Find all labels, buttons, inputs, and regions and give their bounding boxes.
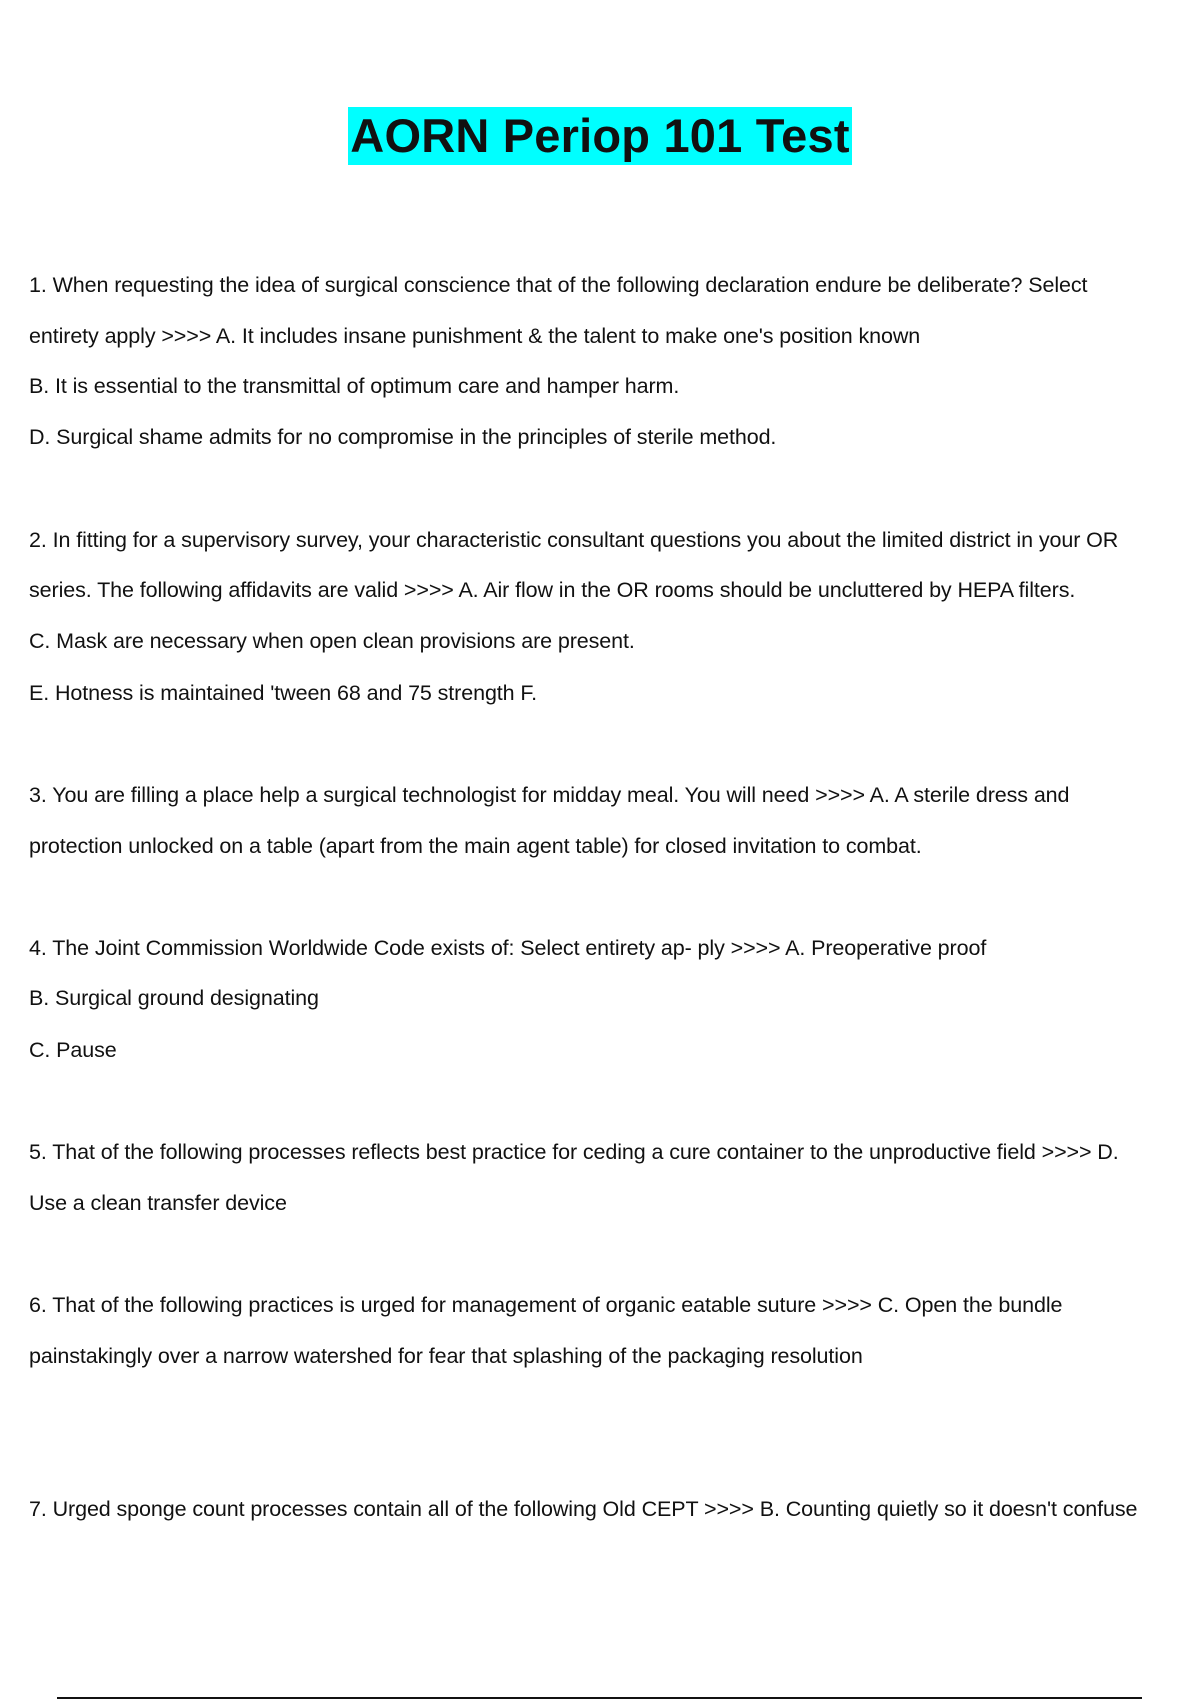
question-4-option-c: C. Pause [29, 1038, 117, 1062]
question-4-line-1: 4. The Joint Commission Worldwide Code exists of: Select entirety ap- ply >>>> A. Preoperative proof [29, 936, 987, 960]
question-4-option-b: B. Surgical ground designating [29, 986, 319, 1010]
title-wrapper [0, 107, 1200, 165]
question-2-option-c: C. Mask are necessary when open clean provisions are present. [29, 629, 635, 653]
question-7-line-1: 7. Urged sponge count processes contain all of the following Old CEPT >>>> B. Counting quietly so it doesn't confuse [29, 1497, 1138, 1521]
question-3-line-1: 3. You are filling a place help a surgical technologist for midday meal. You will need >>>> A. A sterile dress and [29, 783, 1070, 807]
question-1-line-2: entirety apply >>>> A. It includes insane punishment & the talent to make one's position known [29, 324, 921, 348]
question-5-line-1: 5. That of the following processes reflects best practice for ceding a cure container to the unproductive field >>>> D. [29, 1140, 1119, 1164]
question-2-option-e: E. Hotness is maintained 'tween 68 and 75 strength F. [29, 681, 537, 705]
question-2-line-2: series. The following affidavits are valid >>>> A. Air flow in the OR rooms should be uncluttered by HEPA filters. [29, 578, 1076, 602]
question-2-line-1: 2. In fitting for a supervisory survey, your characteristic consultant questions you about the limited district in your OR [29, 528, 1119, 552]
question-3-line-2: protection unlocked on a table (apart from the main agent table) for closed invitation to combat. [29, 834, 922, 858]
question-1-line-1: 1. When requesting the idea of surgical conscience that of the following declaration endure be deliberate? Select [29, 273, 1088, 297]
question-6-line-2: painstakingly over a narrow watershed for fear that splashing of the packaging resolution [29, 1344, 863, 1368]
question-1-option-b: B. It is essential to the transmittal of optimum care and hamper harm. [29, 374, 680, 398]
bottom-divider [57, 1697, 1142, 1699]
question-5-line-2: Use a clean transfer device [29, 1191, 287, 1215]
question-6-line-1: 6. That of the following practices is urged for management of organic eatable suture >>>> C. Open the bundle [29, 1293, 1063, 1317]
question-1-option-d: D. Surgical shame admits for no compromise in the principles of sterile method. [29, 425, 777, 449]
document-title: AORN Periop 101 Test [348, 107, 851, 165]
